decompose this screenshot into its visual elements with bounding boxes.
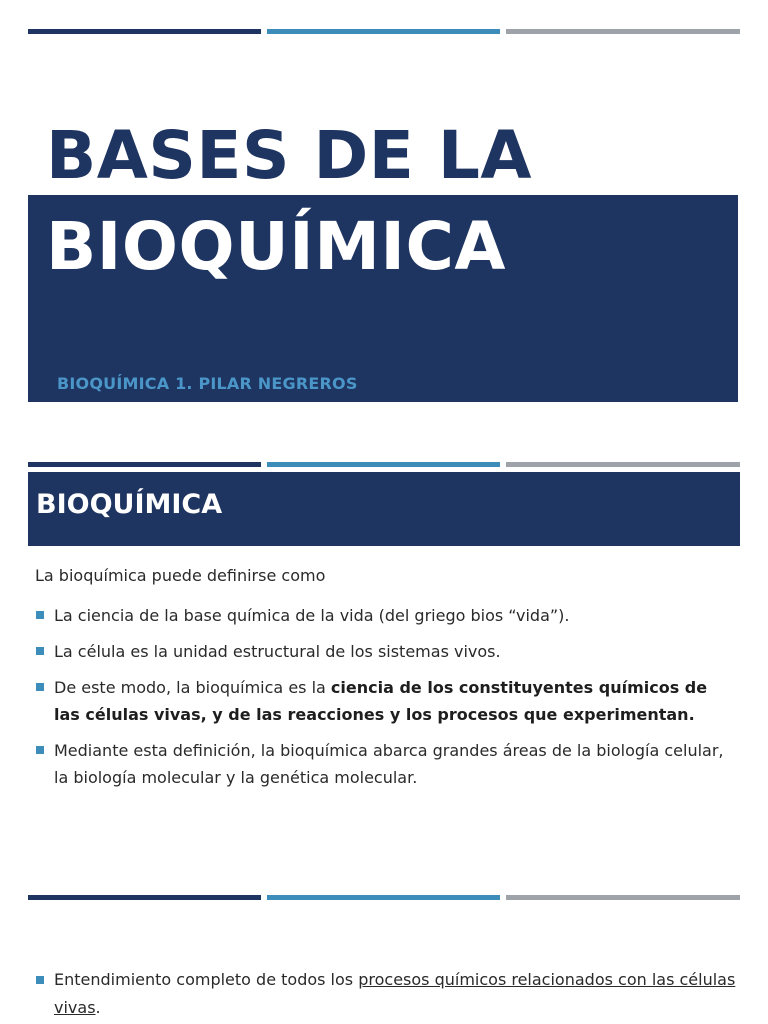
bullet-text-end: . <box>95 998 101 1017</box>
accent-bar-blue <box>267 29 500 34</box>
square-bullet-icon <box>36 976 44 984</box>
accent-bar-gray <box>506 895 740 900</box>
slide-title-line2: BIOQUÍMICA <box>46 208 506 285</box>
square-bullet-icon <box>36 647 44 655</box>
bullet-text: Mediante esta definición, la bioquímica abarca grandes áreas de la biología celular, la biología molecular y la genética molecular. <box>54 741 724 787</box>
bullet-text: La célula es la unidad estructural de los sistemas vivos. <box>54 642 501 661</box>
accent-bar-gray <box>506 29 740 34</box>
accent-bar-navy <box>28 895 261 900</box>
square-bullet-icon <box>36 746 44 754</box>
bullet-bold-text: ciencia de los constituyentes químicos de las células vivas, y de las reacciones y los procesos que experimentan. <box>54 678 708 724</box>
list-item <box>33 638 733 665</box>
slide-title-line1: BASES DE LA <box>46 117 532 194</box>
list-item <box>33 674 733 728</box>
bullet-text: De este modo, la bioquímica es la <box>54 678 331 697</box>
bullet-list <box>33 602 733 800</box>
slide2-accent-bars <box>28 462 740 467</box>
list-item <box>33 602 733 629</box>
slide3-bullet <box>33 966 738 1022</box>
accent-bar-blue <box>267 895 500 900</box>
intro-text: La bioquímica puede definirse como <box>35 566 326 585</box>
accent-bar-blue <box>267 462 500 467</box>
accent-bar-navy <box>28 29 261 34</box>
bullet-text: La ciencia de la base química de la vida (del griego bios “vida”). <box>54 606 570 625</box>
accent-bar-navy <box>28 462 261 467</box>
slide-subtitle: BIOQUÍMICA 1. PILAR NEGREROS <box>57 374 358 393</box>
bullet-text: Entendimiento completo de todos los <box>54 970 359 989</box>
list-item <box>33 737 733 791</box>
section-header-title: BIOQUÍMICA <box>36 489 223 520</box>
underlined-text: procesos químicos relacionados con las células vivas <box>54 970 736 1017</box>
square-bullet-icon <box>36 611 44 619</box>
accent-bar-gray <box>506 462 740 467</box>
slide3-accent-bars <box>28 895 740 900</box>
slide1-accent-bars <box>28 29 740 34</box>
square-bullet-icon <box>36 683 44 691</box>
